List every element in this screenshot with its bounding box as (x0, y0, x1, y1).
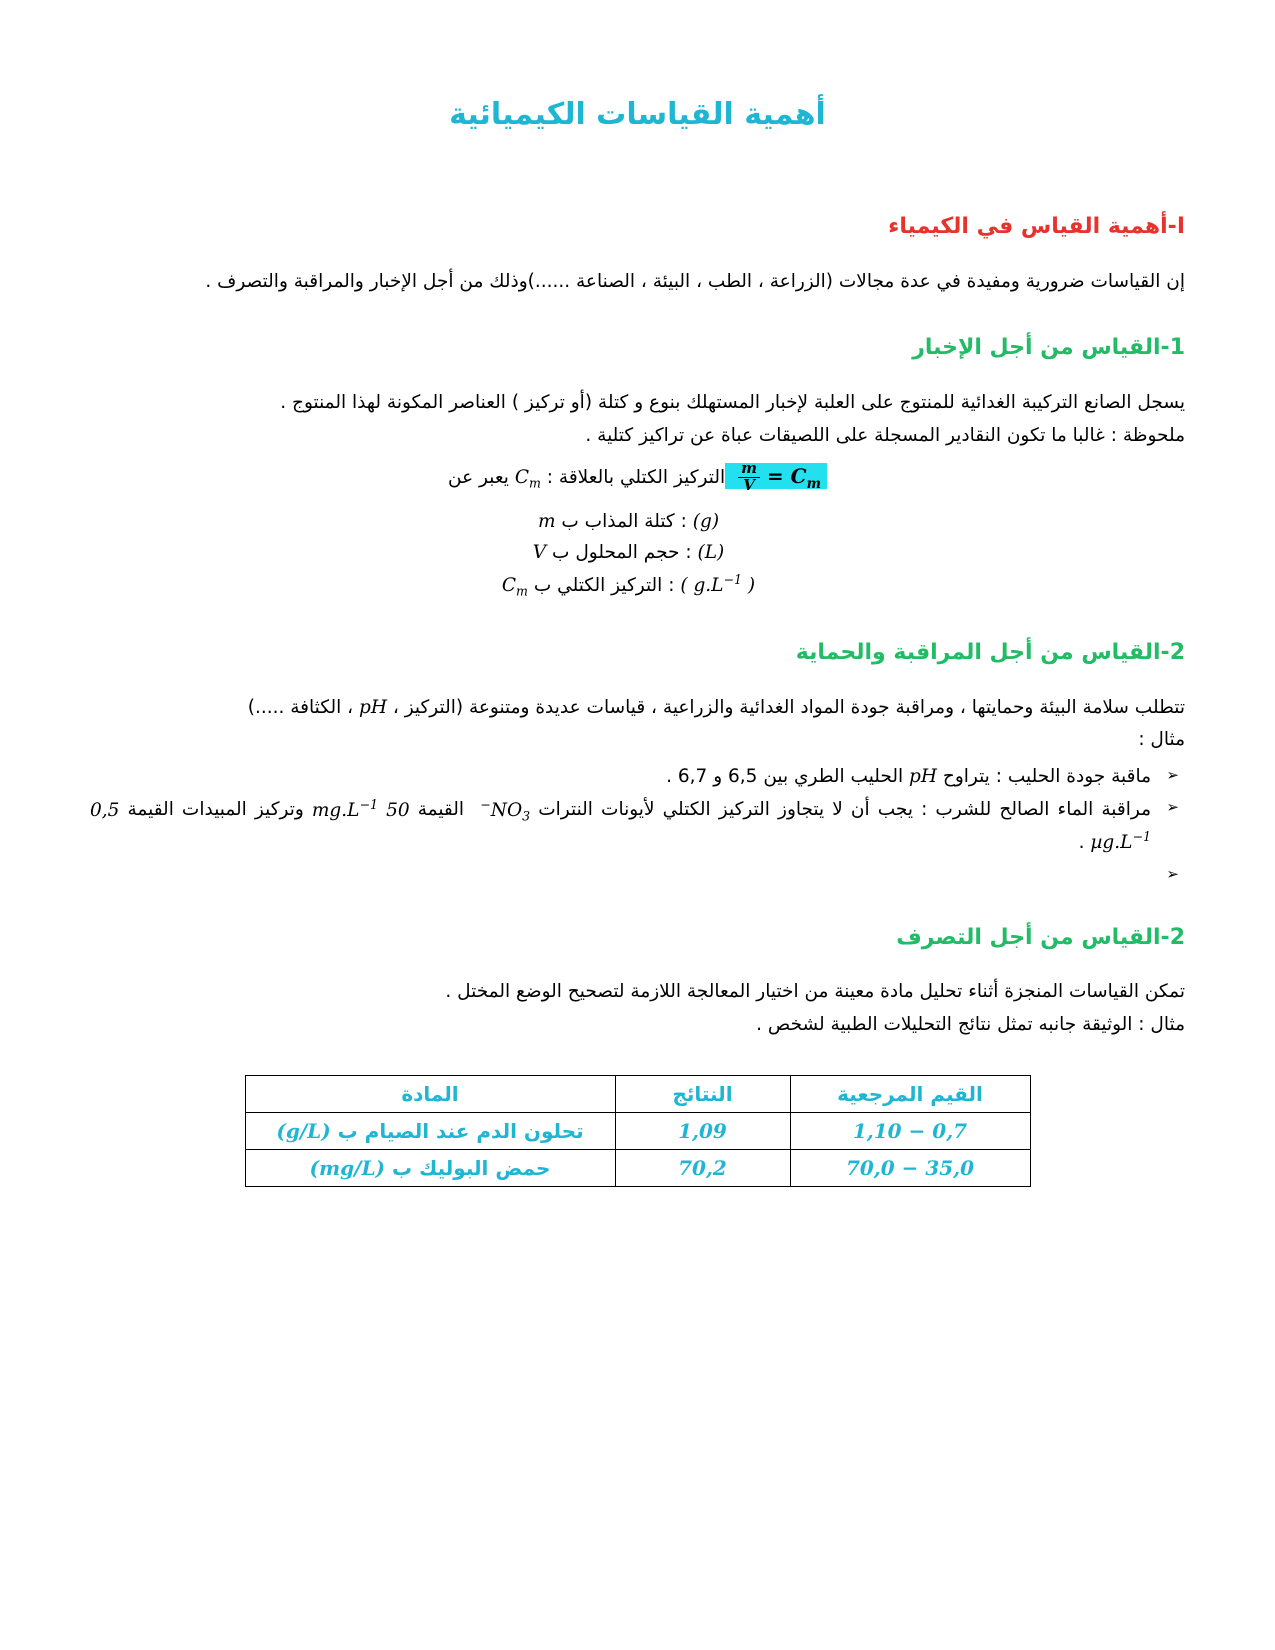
definition-m (90, 506, 1167, 537)
subsection-heading-information: 1-القياس من أجل الإخبار (912, 335, 1185, 361)
section-paragraph-importance: إن القياسات ضرورية ومفيدة في عدة مجالات (الزراعة ، الطب ، البيئة ، الصناعة ......)وذلك من أجل الإخبار والمراقبة والتصرف . (205, 270, 1185, 292)
example-label-monitoring: مثال : (1138, 729, 1185, 751)
cell-material-glucose-unit: (g/L) (276, 1118, 331, 1143)
definition-text-m: : كتلة المذاب ب (561, 510, 687, 532)
cell-material-uric-acid-text: حمض البوليك ب (391, 1155, 551, 1180)
cell-result-uric-acid: 70,2 (615, 1149, 790, 1186)
subsection-heading-monitoring: 2-القياس من أجل المراقبة والحماية (795, 640, 1185, 666)
arrow-bullet-icon: ➢ (1166, 798, 1179, 817)
list-item: ➢ مراقبة الماء الصالح للشرب : يجب أن لا يتجاوز التركيز الكتلي لأيونات النترات $NO_3^-$ القيمة 50 $mg.L^{-1}$ وتركيز المبيدات القيمة 0,5 $\mu g.L^{-1}$ . (90, 796, 1179, 854)
table-row (245, 1112, 1030, 1149)
formula-symbol-inline: $C_m$ (514, 467, 541, 491)
cell-reference-uric-acid: 35,0 − 70,0 (790, 1149, 1030, 1186)
section-heading-importance: I-أهمية القياس في الكيمياء (888, 214, 1185, 239)
definition-unit-cm: ( $g.L^{-1}$ ) (680, 571, 756, 596)
definition-symbol-m: m (537, 510, 556, 532)
column-header-reference: القيم المرجعية (790, 1075, 1030, 1112)
table-header-row (245, 1075, 1030, 1112)
formula-highlight: $C_m$ = $\frac{m}{V}$ (725, 463, 827, 489)
list-item: ➢ ماقبة جودة الحليب : يتراوح pH الحليب الطري بين 6,5 و 6,7 . (90, 762, 1151, 793)
table-row (245, 1149, 1030, 1186)
formula-mass-concentration (90, 457, 1185, 498)
monitoring-bullet-list (90, 762, 1185, 887)
definition-unit-v: (L) (697, 542, 725, 564)
formula-intro-mid: التركيز الكتلي بالعلاقة : (546, 467, 726, 489)
definition-text-v: : حجم المحلول ب (552, 542, 692, 564)
cell-reference-glucose: 0,7 − 1,10 (790, 1112, 1030, 1149)
cell-result-glucose: 1,09 (615, 1112, 790, 1149)
subsection-heading-action: 2-القياس من أجل التصرف (896, 924, 1185, 950)
paragraph-action: تمكن القياسات المنجزة أثناء تحليل مادة معينة من اختيار المعالجة اللازمة لتصحيح الوضع المختل . (445, 981, 1185, 1003)
page-title: أهمية القياسات الكيميائية (449, 97, 826, 132)
example-label-action: مثال : الوثيقة جانبه تمثل نتائج التحليلات الطبية لشخص . (756, 1013, 1185, 1035)
definition-cm (90, 569, 1167, 602)
paragraph-note-mass-concentration: ملحوظة : غالبا ما تكون النقادير المسجلة على اللصيقات عباة عن تراكيز كتلية . (585, 424, 1185, 446)
formula-intro-right: يعبر عن (448, 467, 509, 489)
list-item (90, 861, 1179, 887)
column-header-material: المادة (245, 1075, 615, 1112)
cell-material-glucose-text: تحلون الدم عند الصيام ب (337, 1118, 584, 1143)
definition-symbol-v: V (532, 542, 547, 564)
arrow-bullet-icon: ➢ (1166, 765, 1179, 784)
definition-unit-m: (g) (692, 510, 720, 532)
definition-symbol-cm: $C_m$ (501, 575, 528, 599)
symbol-definitions (90, 506, 1185, 602)
paragraph-manufacturer-label: يسجل الصانع التركيبة الغدائية للمنتوج على العلبة لإخبار المستهلك بنوع و كتلة (أو تركيز ) العناصر المكونة لهذا المنتوج . (280, 392, 1185, 414)
medical-results-table (245, 1075, 1031, 1187)
cell-material-uric-acid-unit: (mg/L) (309, 1155, 385, 1180)
cell-material-glucose (245, 1112, 615, 1149)
column-header-results: النتائج (615, 1075, 790, 1112)
definition-v (90, 537, 1167, 568)
paragraph-monitoring: تتطلب سلامة البيئة وحمايتها ، ومراقبة جودة المواد الغدائية والزراعية ، قياسات عديدة ومتنوعة (التركيز ، pH ، الكثافة .....) (247, 696, 1185, 718)
arrow-bullet-icon: ➢ (1166, 864, 1179, 883)
definition-text-cm: : التركيز الكتلي ب (533, 575, 675, 596)
cell-material-uric-acid (245, 1149, 615, 1186)
